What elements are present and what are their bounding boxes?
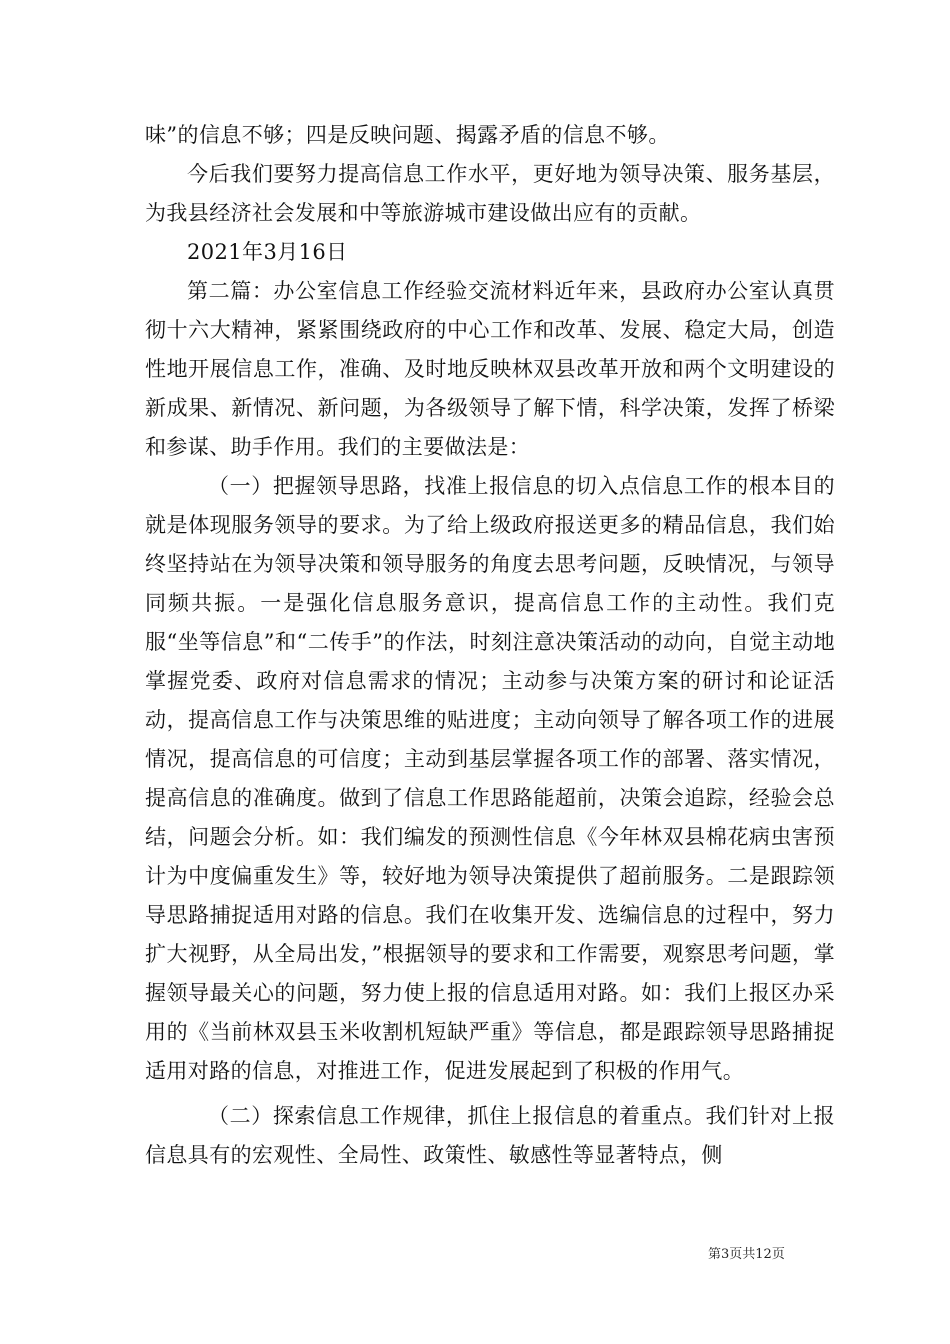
page-number-footer: 第3页共12页 — [708, 1247, 785, 1262]
paragraph-point-one: （一）把握领导思路，找准上报信息的切入点信息工作的根本目的就是体现服务领导的要求。为了给上级政府报送更多的精品信息，我们始终坚持站在为领导决策和领导服务的角度去思考问题，反映情况，与领导同频共振。一是强化信息服务意识，提高信息工作的主动性。我们克服“坐等信息”和“二传手”的作法，时刻注意决策活动的动向，自觉主动地掌握党委、政府对信息需求的情况；主动参与决策方案的研讨和论证活动，提高信息工作与决策思维的贴进度；主动向领导了解各项工作的进展情况，提高信息的可信度；主动到基层掌握各项工作的部署、落实情况，提高信息的准确度。做到了信息工作思路能超前，决策会追踪，经验会总结，问题会分析。如：我们编发的预测性信息《今年林双县棉花病虫害预计为中度偏重发生》等，较好地为领导决策提供了超前服务。二是跟踪领导思路捕捉适用对路的信息。我们在收集开发、选编信息的过程中，努力扩大视野，从全局出发，”根据领导的要求和工作需要，观察思考问题，掌握领导最关心的问题，努力使上报的信息适用对路。如：我们上报区办采用的《当前林双县玉米收割机短缺严重》等信息，都是跟踪领导思路捕捉适用对路的信息，对推进工作，促进发展起到了积极的作用气。 — [145, 474, 835, 1083]
paragraph-section-two-intro: 第二篇：办公室信息工作经验交流材料近年来，县政府办公室认真贯彻十六大精神，紧紧围绕政府的中心工作和改革、发展、稳定大局，创造性地开展信息工作，准确、及时地反映林双县改革开放和两个文明建设的新成果、新情况、新问题，为各级领导了解下情，科学决策，发挥了桥梁和参谋、助手作用。我们的主要做法是： — [145, 279, 835, 459]
paragraph-closing: 今后我们要努力提高信息工作水平，更好地为领导决策、服务基层，为我县经济社会发展和中等旅游城市建设做出应有的贡献。 — [145, 162, 835, 225]
paragraph-point-two: （二）探索信息工作规律，抓住上报信息的着重点。我们针对上报信息具有的宏观性、全局性、政策性、敏感性等显著特点，侧 — [145, 1104, 835, 1167]
document-body — [145, 116, 835, 1175]
paragraph-continuation: 味”的信息不够；四是反映问题、揭露矛盾的信息不够。 — [145, 123, 670, 147]
paragraph-date: 2021年3月16日 — [187, 240, 348, 264]
